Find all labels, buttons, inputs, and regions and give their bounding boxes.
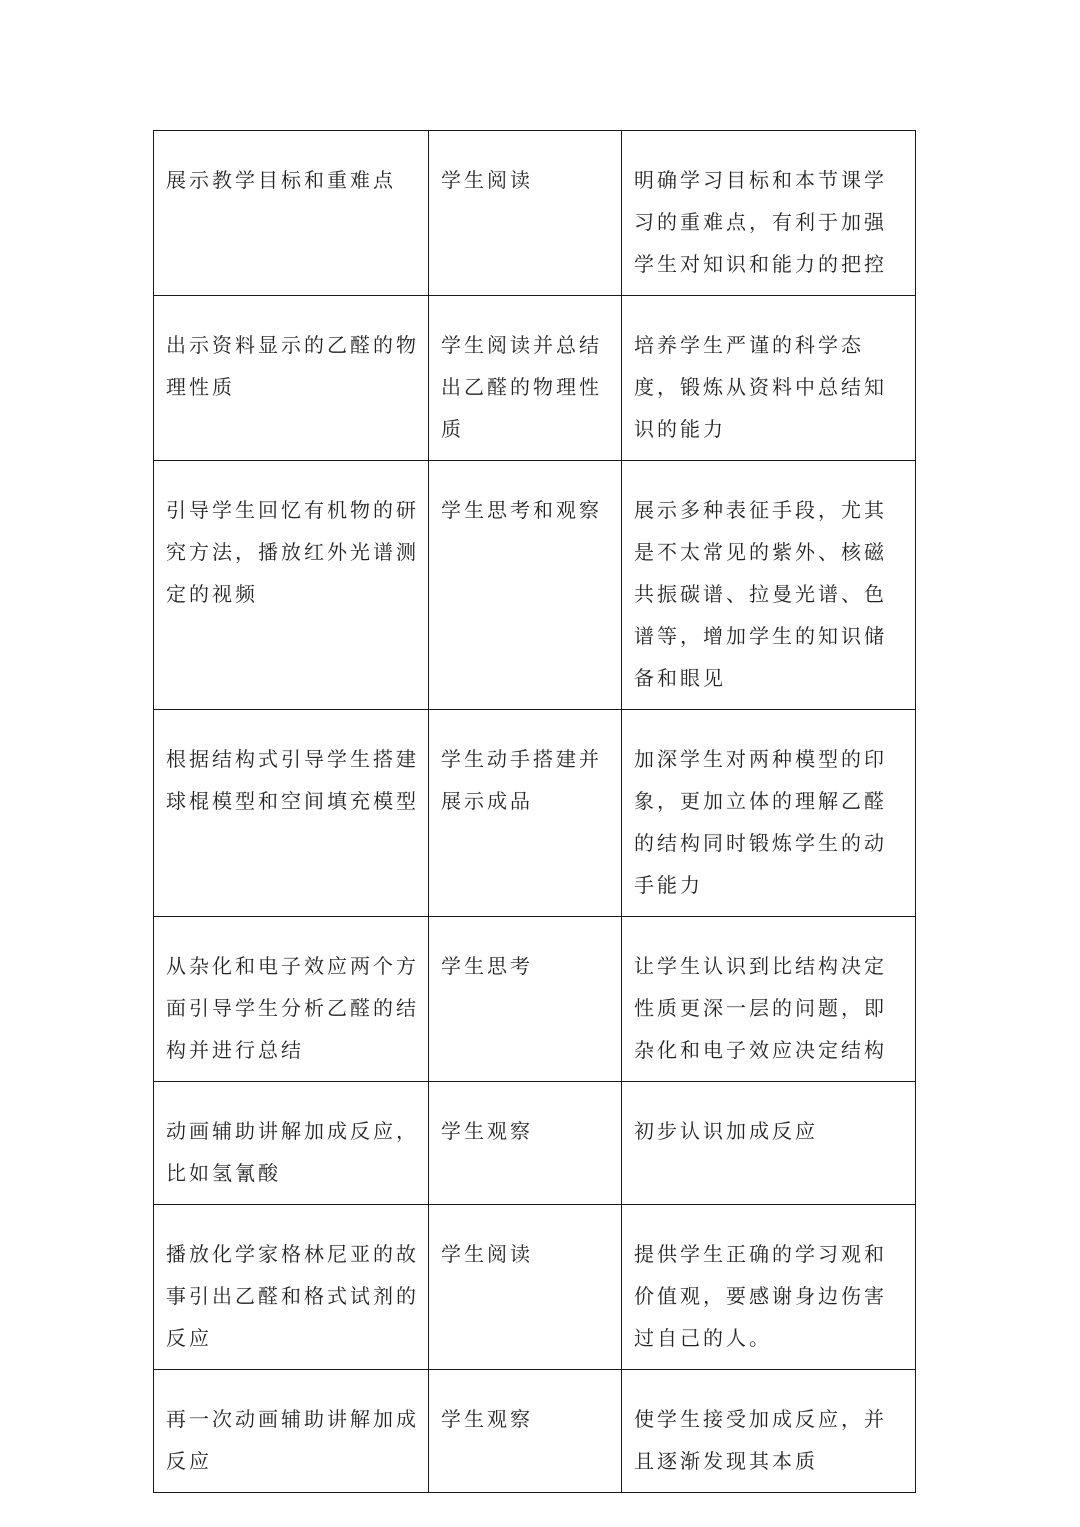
teacher-activity-cell: 出示资料显示的乙醛的物理性质 (154, 296, 429, 461)
table-row (154, 710, 916, 917)
design-intent-cell: 使学生接受加成反应，并且逐渐发现其本质 (622, 1370, 916, 1493)
table-row (154, 917, 916, 1082)
student-activity-cell: 学生阅读 (429, 131, 622, 296)
design-intent-cell: 培养学生严谨的科学态度，锻炼从资料中总结知识的能力 (622, 296, 916, 461)
table-row (154, 1205, 916, 1370)
student-activity-cell: 学生阅读并总结出乙醛的物理性质 (429, 296, 622, 461)
teacher-activity-cell: 播放化学家格林尼亚的故事引出乙醛和格式试剂的反应 (154, 1205, 429, 1370)
teacher-activity-cell: 根据结构式引导学生搭建球棍模型和空间填充模型 (154, 710, 429, 917)
design-intent-cell: 展示多种表征手段，尤其是不太常见的紫外、核磁共振碳谱、拉曼光谱、色谱等，增加学生的知识储备和眼见 (622, 461, 916, 710)
student-activity-cell: 学生动手搭建并展示成品 (429, 710, 622, 917)
teacher-activity-cell: 动画辅助讲解加成反应，比如氢氰酸 (154, 1082, 429, 1205)
student-activity-cell: 学生阅读 (429, 1205, 622, 1370)
table-row (154, 131, 916, 296)
design-intent-cell: 加深学生对两种模型的印象，更加立体的理解乙醛的结构同时锻炼学生的动手能力 (622, 710, 916, 917)
design-intent-cell: 提供学生正确的学习观和价值观，要感谢身边伤害过自己的人。 (622, 1205, 916, 1370)
student-activity-cell: 学生思考 (429, 917, 622, 1082)
design-intent-cell: 明确学习目标和本节课学习的重难点，有利于加强学生对知识和能力的把控 (622, 131, 916, 296)
design-intent-cell: 让学生认识到比结构决定性质更深一层的问题，即杂化和电子效应决定结构 (622, 917, 916, 1082)
student-activity-cell: 学生观察 (429, 1370, 622, 1493)
student-activity-cell: 学生观察 (429, 1082, 622, 1205)
teacher-activity-cell: 再一次动画辅助讲解加成反应 (154, 1370, 429, 1493)
table-row (154, 296, 916, 461)
design-intent-cell: 初步认识加成反应 (622, 1082, 916, 1205)
lesson-plan-table (153, 130, 916, 1493)
teacher-activity-cell: 引导学生回忆有机物的研究方法，播放红外光谱测定的视频 (154, 461, 429, 710)
teacher-activity-cell: 展示教学目标和重难点 (154, 131, 429, 296)
table-row (154, 1082, 916, 1205)
table-row (154, 1370, 916, 1493)
student-activity-cell: 学生思考和观察 (429, 461, 622, 710)
teacher-activity-cell: 从杂化和电子效应两个方面引导学生分析乙醛的结构并进行总结 (154, 917, 429, 1082)
table-row (154, 461, 916, 710)
